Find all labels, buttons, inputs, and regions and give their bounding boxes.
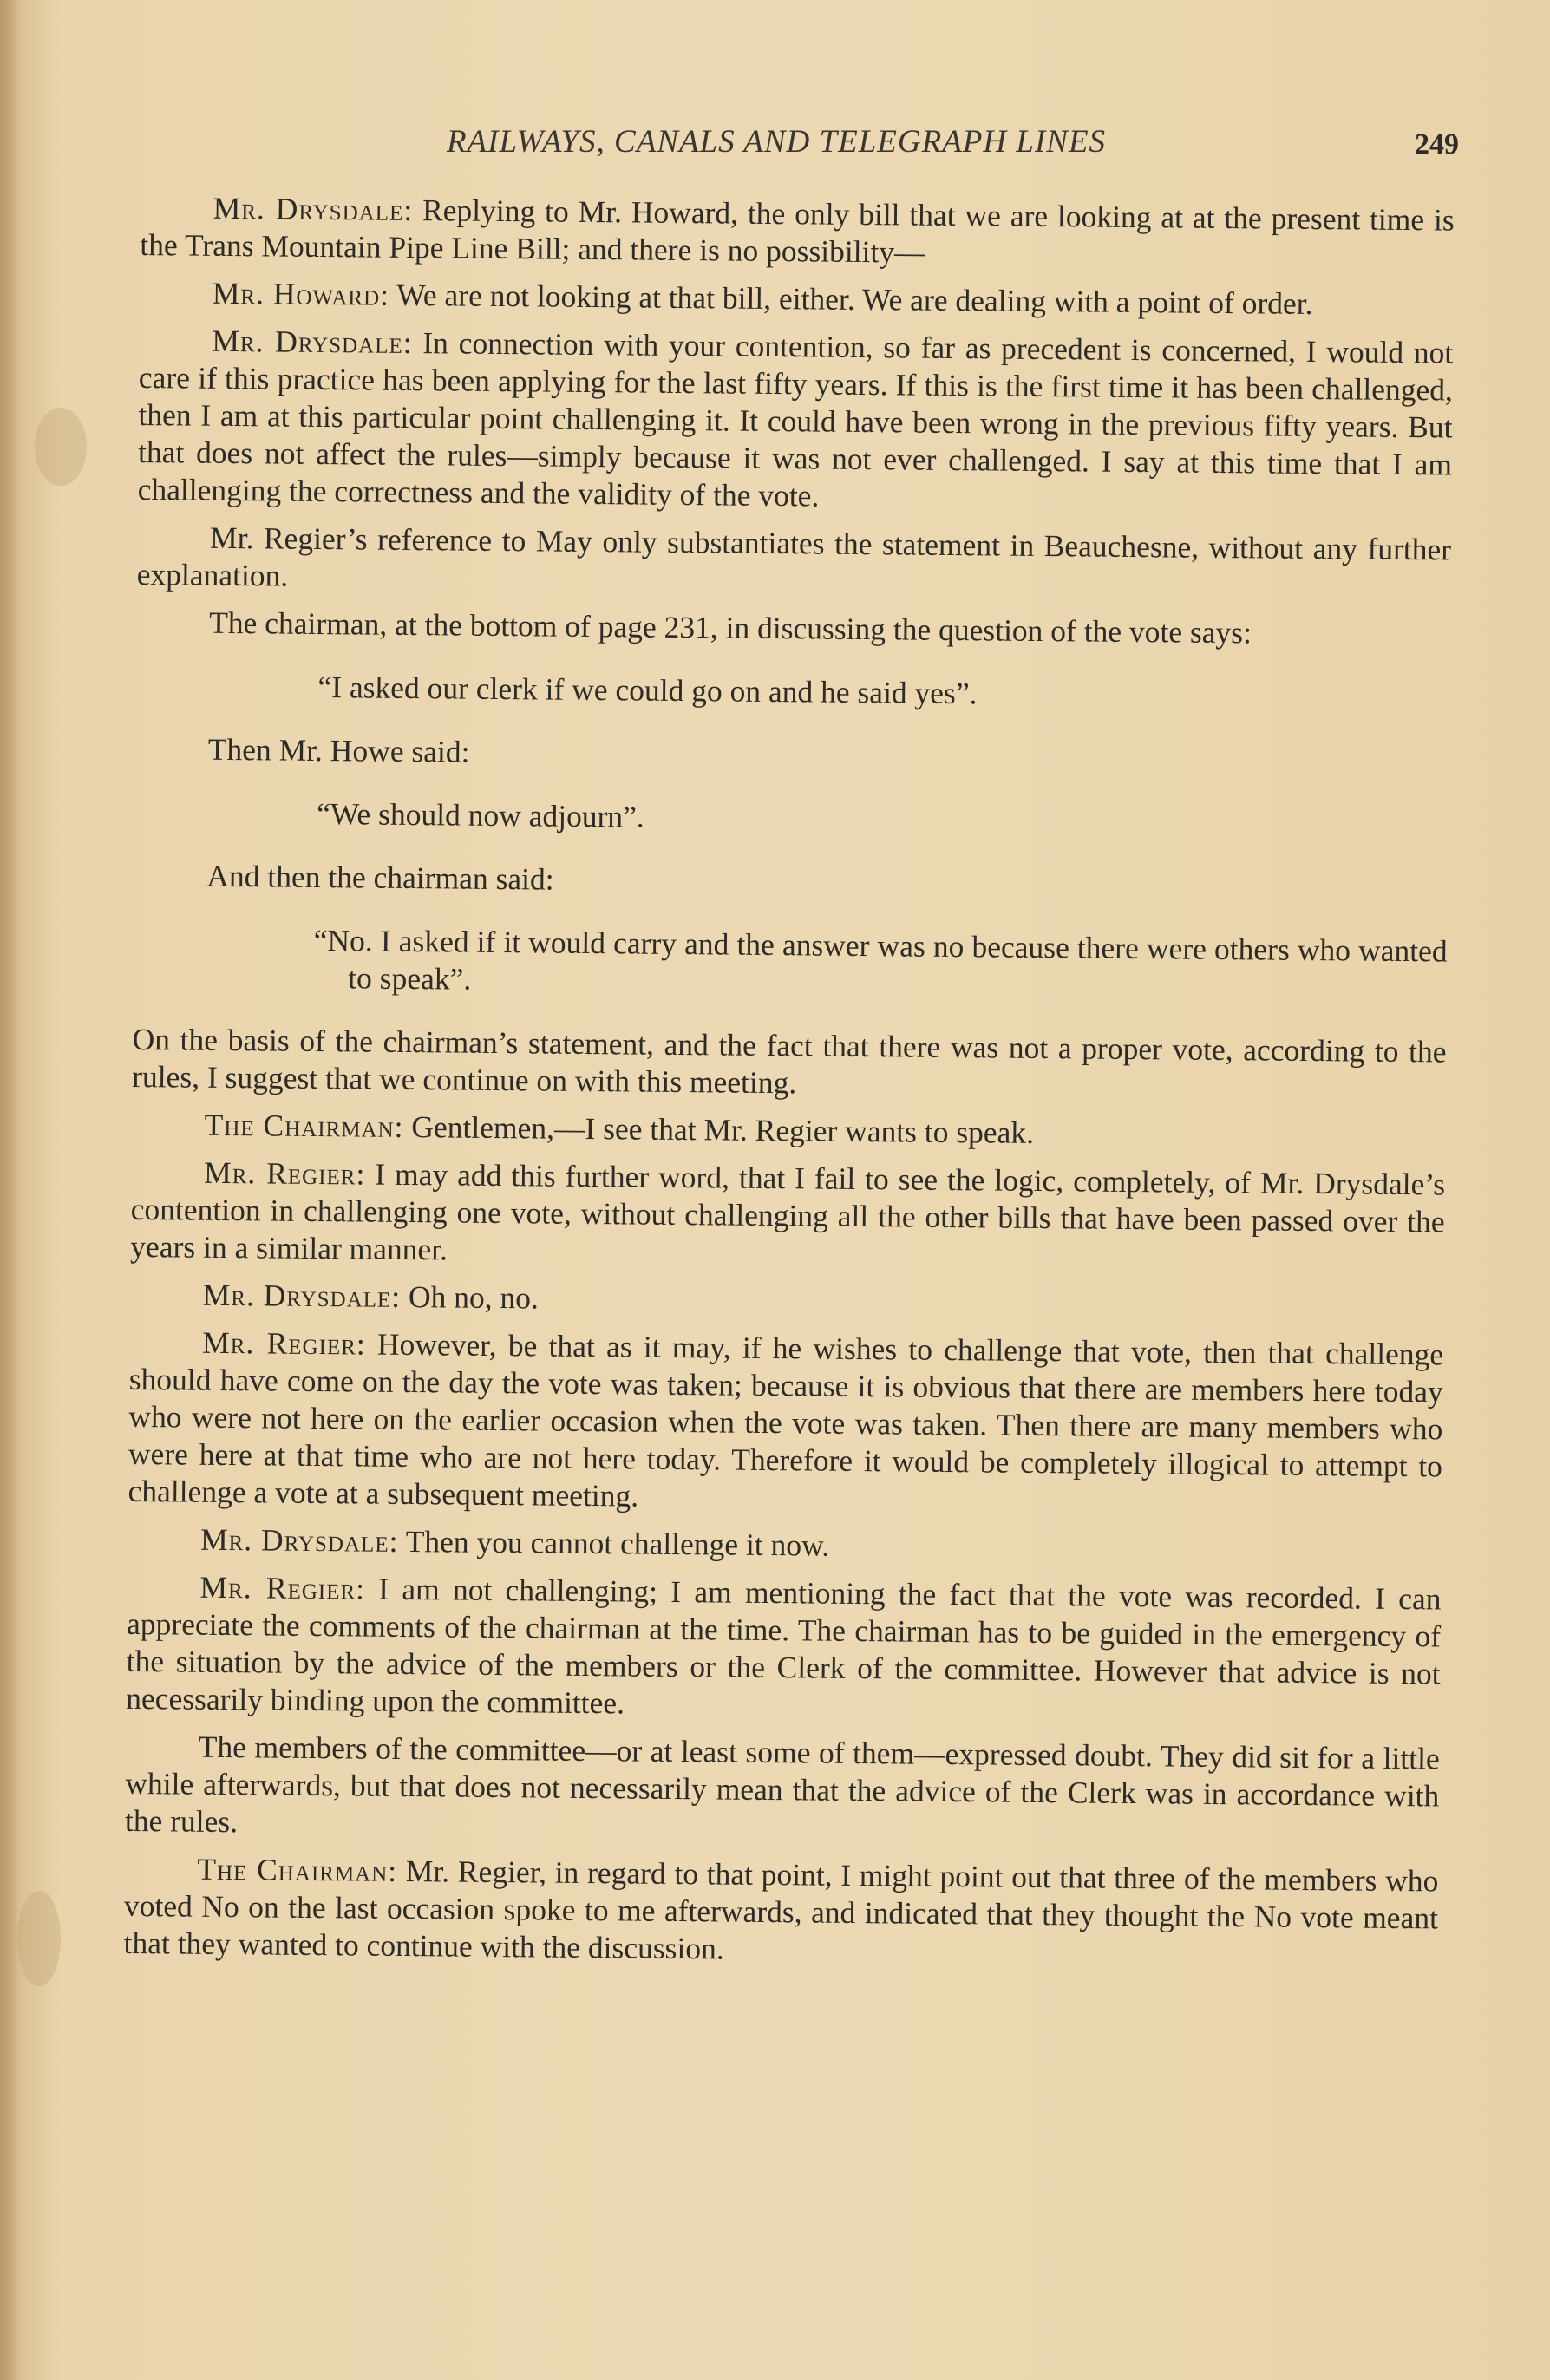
paragraph: The chairman, at the bottom of page 231, in discussing the question of the vote says:: [209, 605, 1252, 651]
speech-text: I may add this further word, that I fail to see the logic, completely, of Mr. Drysdale’s contention in challenging one vote, without challenging all the other bills that have been passed over the years in a similar manner.: [130, 1156, 1446, 1267]
paragraph: [128, 1520, 1442, 1571]
block-quote: “I asked our clerk if we could go on and he said yes”.: [317, 669, 978, 711]
speaker-label: Mr. Drysdale:: [199, 1521, 399, 1559]
paragraph: [140, 274, 1454, 324]
speech-text: I am not challenging; I am mentioning the fact that the vote was recorded. I can appreciate the comments of the chairman at the time. The chairman has to be guided in the emergency of the situation by the advice of the members or the Clerk of the committee. However that advice is not necessarily binding upon the committee.: [126, 1571, 1442, 1721]
paper-stain: [17, 1891, 61, 1986]
paper-stain: [35, 408, 87, 486]
speech-text: Mr. Regier, in regard to that point, I might point out that three of the members who voted No on the last occasion spoke to me afterwards, and indicated that they thought the No vote meant that they wanted to continue with the discussion.: [123, 1853, 1439, 1966]
block-quote: “No. I asked if it would carry and the answer was no because there were others who wanted to speak”.: [313, 922, 1448, 997]
page-number: 249: [1415, 128, 1459, 160]
paragraph: [123, 1850, 1438, 1975]
speech-text: Then you cannot challenge it now.: [398, 1523, 830, 1563]
speaker-label: The Chairman:: [204, 1107, 404, 1144]
speech-text: We are not looking at that bill, either. We are dealing with a point of order.: [389, 277, 1313, 321]
paragraph: On the basis of the chairman’s statement, and the fact that there was not a proper vote, according to the rules, I suggest that we continue on with this meeting.: [131, 1021, 1447, 1101]
speaker-label: Mr. Howard:: [212, 275, 390, 312]
speaker-label: Mr. Drysdale:: [213, 190, 414, 228]
paragraph: Mr. Regier’s reference to May only substantiates the statement in Beauchesne, without any further explanation.: [136, 520, 1452, 593]
paragraph: [140, 189, 1455, 277]
speech-text: However, be that as it may, if he wishes to challenge that vote, then that challenge should have come on the day the vote was taken; because it is obvious that there are members here today who were not here on the earlier occasion when the vote was taken. Then there are many members who were here at that time who are not here today. Therefore it would be completely illogical to attempt to challenge a vote at a subsequent meeting.: [128, 1326, 1444, 1514]
block-quote: “We should now adjourn”.: [316, 795, 644, 834]
running-head: [139, 123, 1475, 167]
paragraph: [130, 1276, 1444, 1326]
paragraph: And then the chairman said:: [206, 858, 554, 897]
speech-text: Oh no, no.: [400, 1278, 540, 1316]
running-title: RAILWAYS, CANALS AND TELEGRAPH LINES: [446, 124, 1107, 160]
speaker-label: The Chairman:: [197, 1851, 398, 1888]
paragraph: [126, 1568, 1442, 1730]
paragraph: [130, 1154, 1445, 1278]
paragraph: [137, 322, 1453, 521]
speaker-label: Mr. Drysdale:: [212, 323, 413, 361]
paragraph: Then Mr. Howe said:: [207, 731, 470, 769]
paragraph: The members of the committee—or at least some of them—expressed doubt. They did sit for a little while afterwards, but that does not necessarily mean that the advice of the Clerk was in accordance with the rules.: [124, 1729, 1440, 1840]
speech-text: In connection with your contention, so far as precedent is concerned, I would not care if this practice has been applying for the last fifty years. If this is the first time it has been challenged, then I am at this particular point challenging it. It could have been wrong in the previous fifty years. But that does not affect the rules—simply because it was not ever challenged. I say at this time that I am challenging the correctness and the validity of the vote.: [137, 325, 1454, 513]
speech-text: Gentlemen,—I see that Mr. Regier wants to speak.: [403, 1108, 1035, 1150]
paragraph: [128, 1324, 1443, 1523]
speaker-label: Mr. Drysdale:: [202, 1277, 402, 1314]
body-text: [123, 189, 1455, 1984]
speaker-label: Mr. Regier:: [199, 1569, 366, 1606]
speaker-label: Mr. Regier:: [202, 1324, 366, 1362]
paragraph: [131, 1106, 1445, 1156]
speaker-label: Mr. Regier:: [203, 1154, 366, 1192]
speech-text: Replying to Mr. Howard, the only bill that we are looking at at the present time is the Trans Mountain Pipe Line Bill; and there is no possibility—: [140, 193, 1455, 270]
